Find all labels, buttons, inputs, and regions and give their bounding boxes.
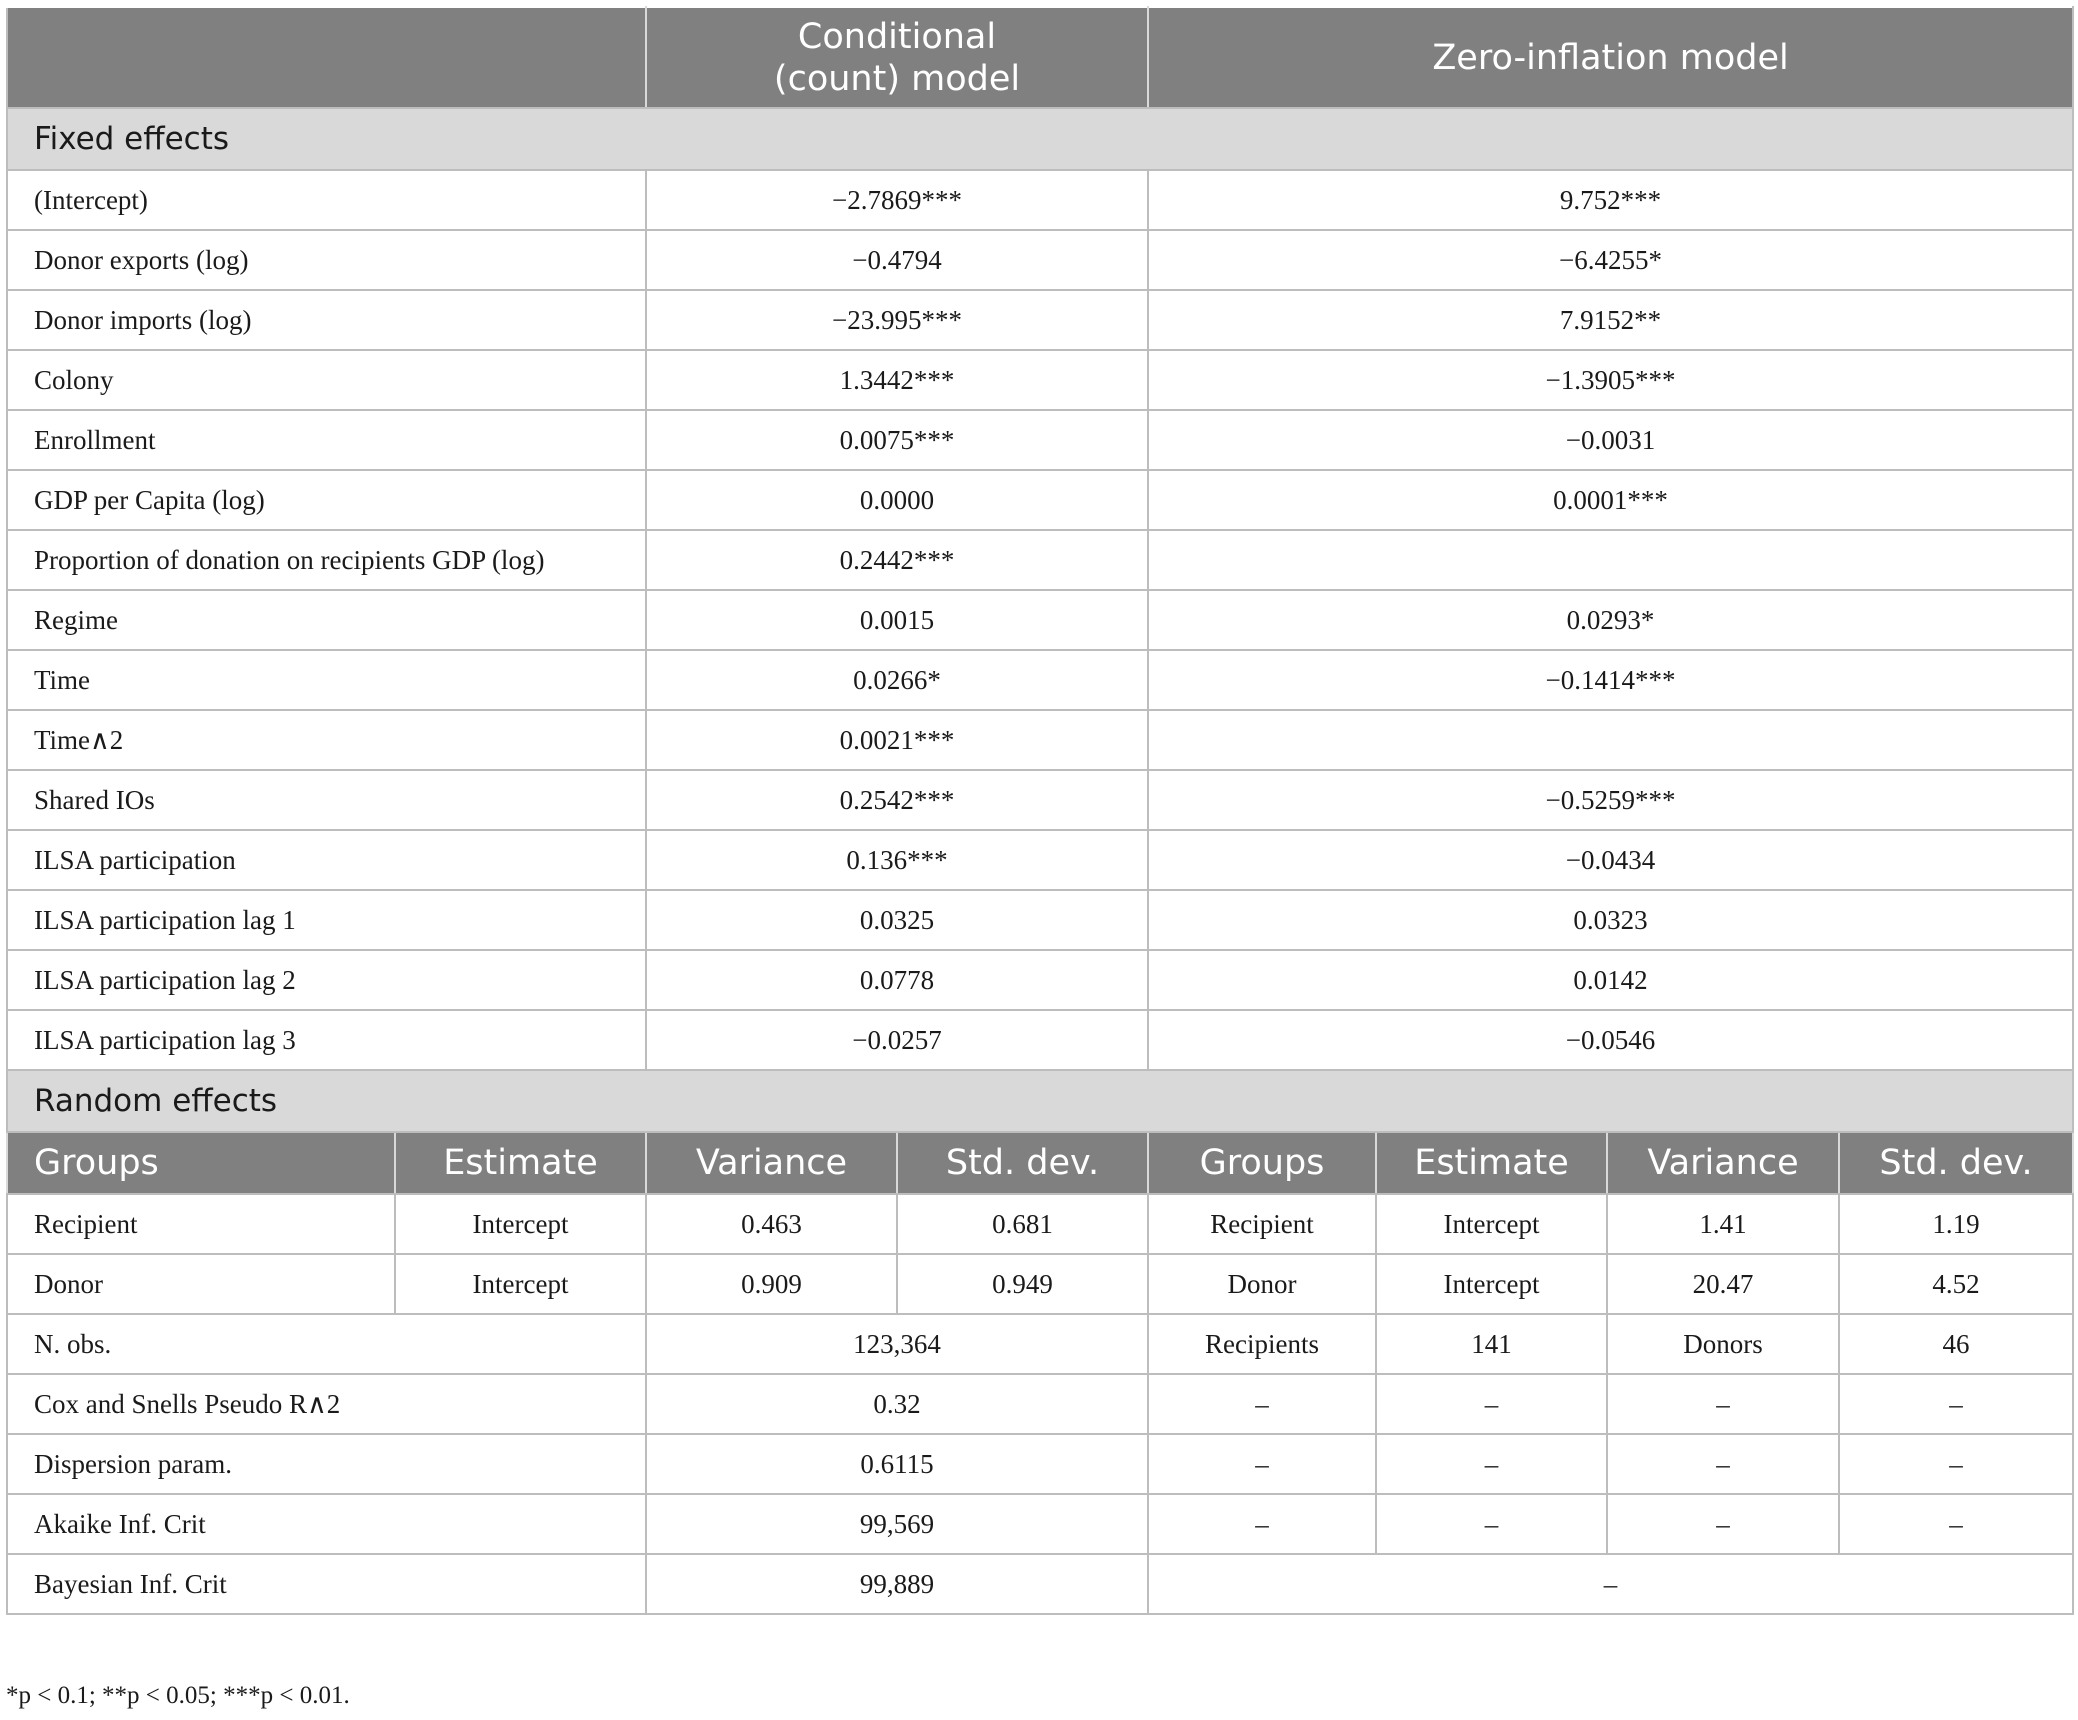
fixed-effects-title: Fixed effects	[7, 108, 2073, 170]
cell: Intercept	[395, 1194, 646, 1254]
count-value: −2.7869***	[646, 170, 1148, 230]
header-empty-cell	[7, 7, 646, 108]
table-row	[7, 530, 2073, 590]
row-label: ILSA participation lag 1	[7, 890, 646, 950]
table-row	[7, 230, 2073, 290]
count-value: 0.6115	[646, 1434, 1148, 1494]
count-value: −23.995***	[646, 290, 1148, 350]
row-label: Time∧2	[7, 710, 646, 770]
zero-value: −1.3905***	[1148, 350, 2073, 410]
table-row	[7, 950, 2073, 1010]
table-footnote: *p < 0.1; **p < 0.05; ***p < 0.01.	[6, 1682, 350, 1709]
cell: 1.19	[1839, 1194, 2073, 1254]
cell: Recipients	[1148, 1314, 1376, 1374]
zero-value: −0.5259***	[1148, 770, 2073, 830]
cell: Donors	[1607, 1314, 1839, 1374]
cell: Donor	[1148, 1254, 1376, 1314]
cell: –	[1148, 1434, 1376, 1494]
table-row	[7, 590, 2073, 650]
count-value: 0.2442***	[646, 530, 1148, 590]
results-table-wrapper	[6, 6, 2072, 1615]
cell: 0.909	[646, 1254, 897, 1314]
table-row	[7, 650, 2073, 710]
cell: –	[1839, 1374, 2073, 1434]
count-value: −0.0257	[646, 1010, 1148, 1070]
col-header-groups: Groups	[1148, 1132, 1376, 1194]
count-value: 99,889	[646, 1554, 1148, 1614]
count-value: 0.0015	[646, 590, 1148, 650]
cell: –	[1148, 1374, 1376, 1434]
header-zero-inflation-model: Zero-inflation model	[1148, 7, 2073, 108]
row-label: Colony	[7, 350, 646, 410]
count-value: 0.136***	[646, 830, 1148, 890]
cell: –	[1607, 1374, 1839, 1434]
cell: 0.949	[897, 1254, 1148, 1314]
cell: –	[1839, 1494, 2073, 1554]
table-row	[7, 1554, 2073, 1614]
row-label: (Intercept)	[7, 170, 646, 230]
table-row	[7, 170, 2073, 230]
table-row	[7, 830, 2073, 890]
cell: Recipient	[7, 1194, 395, 1254]
cell: 141	[1376, 1314, 1607, 1374]
zero-value: –	[1148, 1554, 2073, 1614]
random-effects-section-row	[7, 1070, 2073, 1132]
zero-value: 0.0001***	[1148, 470, 2073, 530]
table-row	[7, 290, 2073, 350]
count-value: 0.0325	[646, 890, 1148, 950]
zero-value: 0.0142	[1148, 950, 2073, 1010]
cell: –	[1376, 1494, 1607, 1554]
zero-value	[1148, 530, 2073, 590]
zero-value: 7.9152**	[1148, 290, 2073, 350]
row-label: Proportion of donation on recipients GDP (log)	[7, 530, 646, 590]
zero-value: 9.752***	[1148, 170, 2073, 230]
row-label: Regime	[7, 590, 646, 650]
cell: –	[1376, 1374, 1607, 1434]
count-value: −0.4794	[646, 230, 1148, 290]
col-header-variance: Variance	[1607, 1132, 1839, 1194]
zero-value: −0.0546	[1148, 1010, 2073, 1070]
count-value: 1.3442***	[646, 350, 1148, 410]
col-header-groups: Groups	[7, 1132, 395, 1194]
cell: 0.463	[646, 1194, 897, 1254]
table-row	[7, 470, 2073, 530]
table-row	[7, 710, 2073, 770]
zero-value	[1148, 710, 2073, 770]
row-label: Enrollment	[7, 410, 646, 470]
cell: Intercept	[1376, 1194, 1607, 1254]
cell: 46	[1839, 1314, 2073, 1374]
zero-value: −0.1414***	[1148, 650, 2073, 710]
table-row	[7, 1434, 2073, 1494]
count-value: 0.0000	[646, 470, 1148, 530]
row-label: Dispersion param.	[7, 1434, 646, 1494]
fixed-effects-section-row	[7, 108, 2073, 170]
cell: Recipient	[1148, 1194, 1376, 1254]
cell: 20.47	[1607, 1254, 1839, 1314]
table-row	[7, 890, 2073, 950]
cell: Donor	[7, 1254, 395, 1314]
col-header-estimate: Estimate	[1376, 1132, 1607, 1194]
cell: 1.41	[1607, 1194, 1839, 1254]
count-value: 0.0021***	[646, 710, 1148, 770]
zero-value: −6.4255*	[1148, 230, 2073, 290]
table-row	[7, 1010, 2073, 1070]
row-label: Time	[7, 650, 646, 710]
cell: –	[1607, 1434, 1839, 1494]
row-label: Bayesian Inf. Crit	[7, 1554, 646, 1614]
count-value: 99,569	[646, 1494, 1148, 1554]
table-row	[7, 350, 2073, 410]
count-value: 0.32	[646, 1374, 1148, 1434]
count-value: 0.2542***	[646, 770, 1148, 830]
cell: –	[1148, 1494, 1376, 1554]
table-row	[7, 1194, 2073, 1254]
zero-value: −0.0031	[1148, 410, 2073, 470]
count-value: 0.0266*	[646, 650, 1148, 710]
row-label: ILSA participation	[7, 830, 646, 890]
header-count-model: Conditional (count) model	[646, 7, 1148, 108]
row-label: Shared IOs	[7, 770, 646, 830]
zero-value: −0.0434	[1148, 830, 2073, 890]
cell: Intercept	[395, 1254, 646, 1314]
row-label: ILSA participation lag 2	[7, 950, 646, 1010]
col-header-std-dev: Std. dev.	[1839, 1132, 2073, 1194]
row-label: Donor exports (log)	[7, 230, 646, 290]
row-label: N. obs.	[7, 1314, 646, 1374]
table-row	[7, 1314, 2073, 1374]
count-value: 0.0778	[646, 950, 1148, 1010]
cell: 4.52	[1839, 1254, 2073, 1314]
table-row	[7, 770, 2073, 830]
cell: 0.681	[897, 1194, 1148, 1254]
count-value: 0.0075***	[646, 410, 1148, 470]
zero-value: 0.0293*	[1148, 590, 2073, 650]
table-header-row	[7, 7, 2073, 108]
table-row	[7, 1374, 2073, 1434]
col-header-estimate: Estimate	[395, 1132, 646, 1194]
results-table	[6, 6, 2074, 1615]
table-row	[7, 1494, 2073, 1554]
count-value: 123,364	[646, 1314, 1148, 1374]
cell: Intercept	[1376, 1254, 1607, 1314]
col-header-std-dev: Std. dev.	[897, 1132, 1148, 1194]
col-header-variance: Variance	[646, 1132, 897, 1194]
zero-value: 0.0323	[1148, 890, 2073, 950]
row-label: GDP per Capita (log)	[7, 470, 646, 530]
row-label: Cox and Snells Pseudo R∧2	[7, 1374, 646, 1434]
row-label: Donor imports (log)	[7, 290, 646, 350]
random-effects-title: Random effects	[7, 1070, 2073, 1132]
row-label: ILSA participation lag 3	[7, 1010, 646, 1070]
table-row	[7, 1254, 2073, 1314]
random-effects-header-row	[7, 1132, 2073, 1194]
cell: –	[1607, 1494, 1839, 1554]
cell: –	[1376, 1434, 1607, 1494]
row-label: Akaike Inf. Crit	[7, 1494, 646, 1554]
cell: –	[1839, 1434, 2073, 1494]
table-row	[7, 410, 2073, 470]
